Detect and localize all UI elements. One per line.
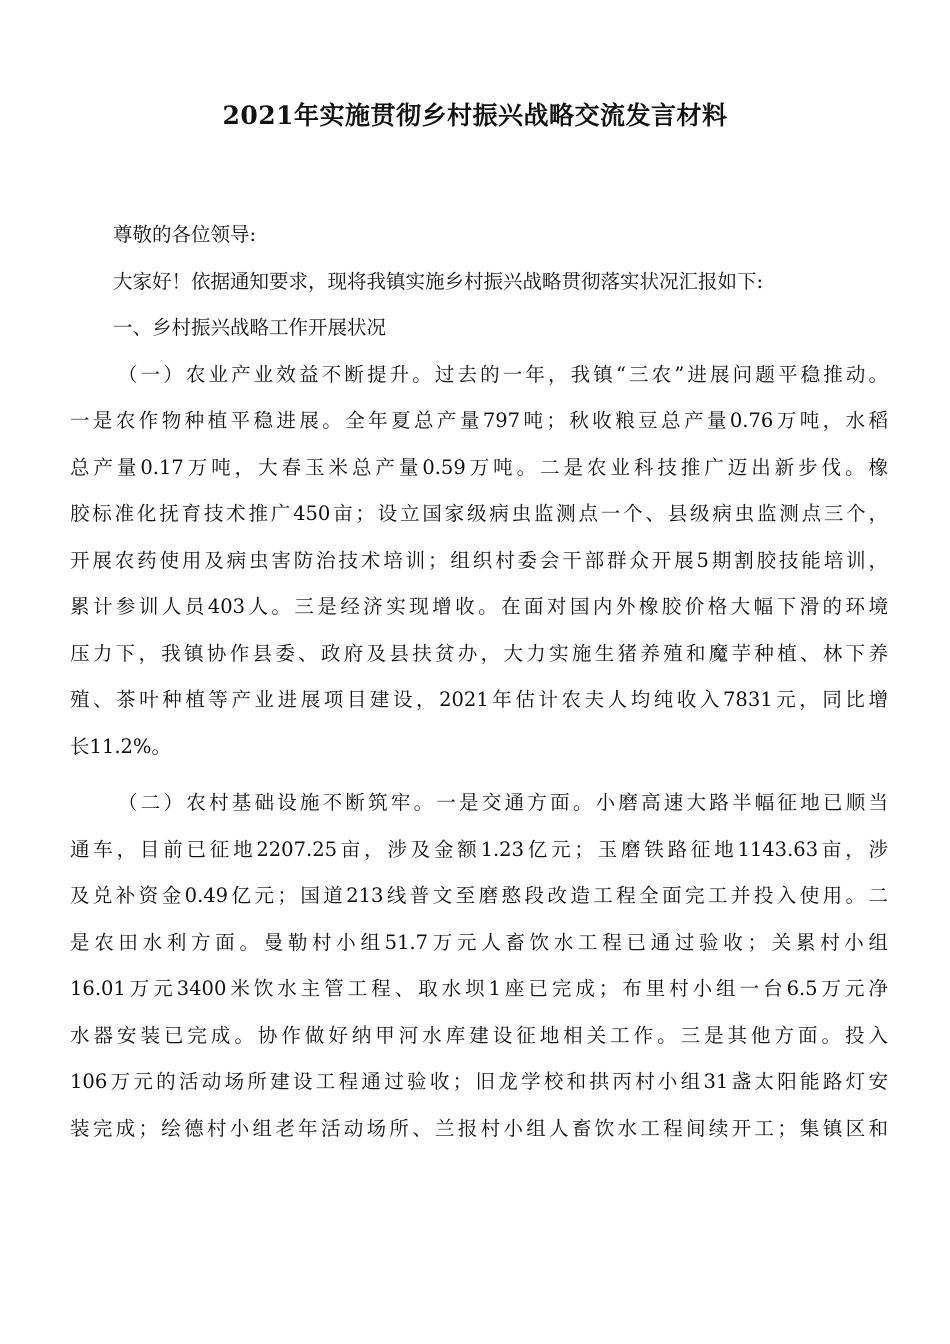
paragraph-line: 累计参训人员403人。三是经济实现增收。在面对国内外橡胶价格大幅下滑的环境 (70, 595, 888, 618)
paragraph-line: 殖、茶叶种植等产业进展项目建设，2021年估计农夫人均纯收入7831元，同比增 (70, 688, 888, 711)
paragraph-line: 胶标准化抚育技术推广450亩；设立国家级病虫监测点一个、县级病虫监测点三个， (70, 502, 888, 525)
paragraph-line: 106万元的活动场所建设工程通过验收；旧龙学校和拱丙村小组31盏太阳能路灯安 (70, 1070, 888, 1093)
paragraph-line: 通车，目前已征地2207.25亩，涉及金额1.23亿元；玉磨铁路征地1143.63亩，涉 (70, 837, 888, 861)
document-title: 2021年实施贯彻乡村振兴战略交流发言材料 (222, 101, 728, 130)
paragraph-line: 是农田水利方面。曼勒村小组51.7万元人畜饮水工程已通过验收；关累村小组 (70, 930, 888, 954)
salutation: 尊敬的各位领导: (113, 223, 257, 246)
paragraph-line: 长11.2%。 (70, 734, 171, 758)
paragraph-line: 装完成；绘德村小组老年活动场所、兰报村小组人畜饮水工程间续开工；集镇区和 (70, 1116, 888, 1140)
paragraph-line: （二）农村基础设施不断筑牢。一是交通方面。小磨高速大路半幅征地已顺当 (118, 791, 888, 814)
paragraph-line: 16.01万元3400米饮水主管工程、取水坝1座已完成；布里村小组一台6.5万元净 (70, 977, 888, 1000)
paragraph-line: 开展农药使用及病虫害防治技术培训；组织村委会干部群众开展5期割胶技能培训， (70, 548, 888, 572)
greeting: 大家好！依据通知要求，现将我镇实施乡村振兴战略贯彻落实状况汇报如下: (113, 269, 764, 293)
paragraph-line: 一是农作物种植平稳进展。全年夏总产量797吨；秋收粮豆总产量0.76万吨，水稻 (70, 409, 888, 432)
document-body (70, 212, 888, 1152)
paragraph-line: 及兑补资金0.49亿元；国道213线普文至磨憨段改造工程全面完工并投入使用。二 (70, 884, 888, 907)
paragraph-line: 水器安装已完成。协作做好纳甲河水库建设征地相关工作。三是其他方面。投入 (70, 1023, 888, 1047)
paragraph-gap (70, 770, 888, 780)
section-heading: 一、乡村振兴战略工作开展状况 (113, 316, 387, 339)
paragraph-infrastructure (70, 780, 888, 1152)
paragraph-agriculture (70, 352, 888, 771)
paragraph-line: 压力下，我镇协作县委、政府及县扶贫办，大力实施生猪养殖和魔芋种植、林下养 (70, 641, 888, 665)
paragraph-line: 总产量0.17万吨，大春玉米总产量0.59万吨。二是农业科技推广迈出新步伐。橡 (70, 455, 888, 479)
paragraph-line: （一）农业产业效益不断提升。过去的一年，我镇“三农”进展问题平稳推动。 (118, 362, 888, 386)
